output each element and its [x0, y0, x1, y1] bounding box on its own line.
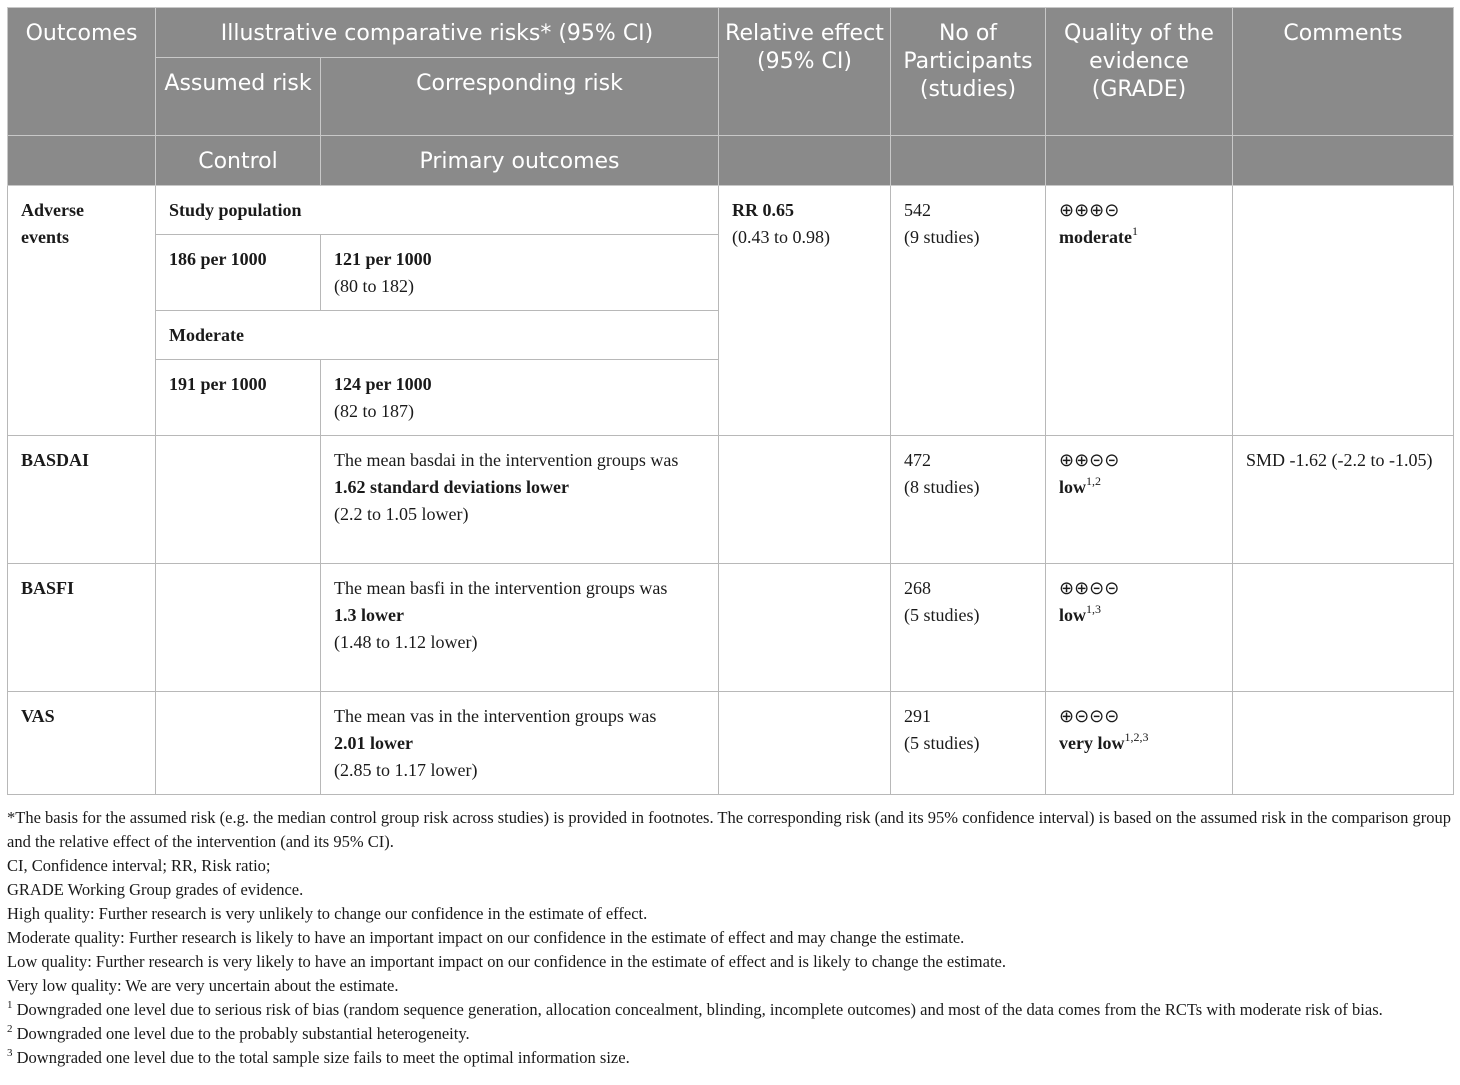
group-label: Study population [156, 186, 719, 235]
quality-rating: low [1059, 477, 1086, 497]
comment-cell [1233, 186, 1454, 436]
table-row [8, 436, 1454, 564]
grade-symbols: ⊕⊕⊕⊝ [1059, 200, 1120, 220]
corresponding-risk-cell [321, 564, 719, 692]
relative-effect-cell [719, 186, 891, 436]
table-row [8, 186, 1454, 235]
outcome-label: BASDAI [8, 436, 156, 564]
comment-cell: SMD -1.62 (-2.2 to -1.05) [1233, 436, 1454, 564]
quality-footnote-ref: 1,2,3 [1124, 730, 1149, 744]
footnote-1-text: Downgraded one level due to serious risk of bias (random sequence generation, allocation concealment, blinding, incomplete outcomes) and most of the data comes from the RCTs with moderate risk of bias. [12, 1000, 1383, 1019]
assumed-risk [156, 564, 321, 692]
participants-cell [891, 692, 1046, 795]
studies-count: (5 studies) [904, 605, 980, 625]
table-row [8, 692, 1454, 795]
studies-count: (9 studies) [904, 227, 980, 247]
header-blank [1046, 136, 1233, 186]
corresponding-risk: 2.01 lower [334, 733, 413, 753]
studies-count: (8 studies) [904, 477, 980, 497]
header-primary-outcomes: Primary outcomes [321, 136, 719, 186]
corresponding-risk: 1.62 standard deviations lower [334, 477, 570, 497]
corresponding-risk-text: The mean basfi in the intervention groups was [334, 578, 668, 598]
relative-effect [719, 564, 891, 692]
grade-symbols: ⊕⊕⊝⊝ [1059, 450, 1120, 470]
footnote-very-low-quality: Very low quality: We are very uncertain about the estimate. [7, 976, 399, 995]
table-row [8, 564, 1454, 692]
participants-count: 542 [904, 200, 931, 220]
corresponding-risk-cell [321, 692, 719, 795]
header-blank [719, 136, 891, 186]
corresponding-risk-ci: (80 to 182) [334, 276, 414, 296]
header-comments: Comments [1233, 8, 1454, 136]
table-footnotes [7, 806, 1453, 1070]
header-illustrative-risks: Illustrative comparative risks* (95% CI) [156, 8, 719, 58]
grade-symbols: ⊕⊝⊝⊝ [1059, 706, 1120, 726]
comment-cell [1233, 692, 1454, 795]
header-participants: No of Participants (studies) [891, 8, 1046, 136]
quality-footnote-ref: 1,3 [1086, 602, 1101, 616]
header-quality: Quality of the evidence (GRADE) [1046, 8, 1233, 136]
assumed-risk: 191 per 1000 [156, 360, 321, 436]
relative-effect [719, 436, 891, 564]
corresponding-risk-cell [321, 235, 719, 311]
header-relative-effect: Relative effect (95% CI) [719, 8, 891, 136]
corresponding-risk-cell [321, 436, 719, 564]
relative-effect [719, 692, 891, 795]
participants-count: 472 [904, 450, 931, 470]
assumed-risk [156, 692, 321, 795]
footnote-2-text: Downgraded one level due to the probably substantial heterogeneity. [12, 1024, 470, 1043]
participants-cell [891, 186, 1046, 436]
participants-count: 268 [904, 578, 931, 598]
header-assumed-risk: Assumed risk [156, 58, 321, 136]
quality-cell [1046, 186, 1233, 436]
footnote-basis: *The basis for the assumed risk (e.g. the median control group risk across studies) is provided in footnotes. The corresponding risk (and its 95% confidence interval) is based on the assumed risk in the comparison group and the relative effect of the intervention (and its 95% CI). [7, 808, 1452, 851]
footnote-3-mark: 3 [7, 1046, 13, 1059]
assumed-risk [156, 436, 321, 564]
corresponding-risk-ci: (2.85 to 1.17 lower) [334, 760, 478, 780]
quality-footnote-ref: 1 [1131, 224, 1138, 238]
outcome-label: BASFI [8, 564, 156, 692]
studies-count: (5 studies) [904, 733, 980, 753]
header-blank [891, 136, 1046, 186]
footnote-3 [7, 1046, 1453, 1070]
footnote-abbreviations: CI, Confidence interval; RR, Risk ratio; [7, 856, 271, 875]
header-outcomes: Outcomes [8, 8, 156, 136]
quality-cell [1046, 564, 1233, 692]
relative-effect: RR 0.65 [732, 200, 794, 220]
quality-footnote-ref: 1,2 [1086, 474, 1101, 488]
participants-cell [891, 436, 1046, 564]
header-blank [8, 136, 156, 186]
comment-cell [1233, 564, 1454, 692]
group-label: Moderate [156, 311, 719, 360]
grade-symbols: ⊕⊕⊝⊝ [1059, 578, 1120, 598]
corresponding-risk-text: The mean basdai in the intervention groups was [334, 450, 679, 470]
summary-of-findings [7, 7, 1453, 1070]
footnote-2 [7, 1022, 1453, 1046]
corresponding-risk-ci: (2.2 to 1.05 lower) [334, 504, 469, 524]
header-control: Control [156, 136, 321, 186]
corresponding-risk: 1.3 lower [334, 605, 404, 625]
participants-count: 291 [904, 706, 931, 726]
participants-cell [891, 564, 1046, 692]
quality-cell [1046, 692, 1233, 795]
header-corresponding-risk: Corresponding risk [321, 58, 719, 136]
quality-cell [1046, 436, 1233, 564]
quality-rating: very low [1059, 733, 1125, 753]
relative-effect-ci: (0.43 to 0.98) [732, 227, 830, 247]
footnote-moderate-quality: Moderate quality: Further research is likely to have an important impact on our confidence in the estimate of effect and may change the estimate. [7, 928, 965, 947]
footnote-high-quality: High quality: Further research is very unlikely to change our confidence in the estimate of effect. [7, 904, 648, 923]
assumed-risk: 186 per 1000 [156, 235, 321, 311]
footnote-2-mark: 2 [7, 1022, 13, 1035]
evidence-table [7, 7, 1454, 795]
header-blank [1233, 136, 1454, 186]
outcome-label: VAS [8, 692, 156, 795]
footnote-1-mark: 1 [7, 998, 13, 1011]
footnote-grade: GRADE Working Group grades of evidence. [7, 880, 304, 899]
corresponding-risk: 121 per 1000 [334, 249, 432, 269]
corresponding-risk: 124 per 1000 [334, 374, 432, 394]
quality-rating: moderate [1059, 227, 1132, 247]
table-header [8, 8, 1454, 186]
quality-rating: low [1059, 605, 1086, 625]
corresponding-risk-ci: (82 to 187) [334, 401, 414, 421]
corresponding-risk-cell [321, 360, 719, 436]
corresponding-risk-text: The mean vas in the intervention groups was [334, 706, 657, 726]
footnote-1 [7, 998, 1453, 1022]
outcome-label: Adverse events [8, 186, 156, 436]
footnote-3-text: Downgraded one level due to the total sample size fails to meet the optimal information size. [12, 1048, 630, 1067]
corresponding-risk-ci: (1.48 to 1.12 lower) [334, 632, 478, 652]
footnote-low-quality: Low quality: Further research is very likely to have an important impact on our confidence in the estimate of effect and is likely to change the estimate. [7, 952, 1006, 971]
